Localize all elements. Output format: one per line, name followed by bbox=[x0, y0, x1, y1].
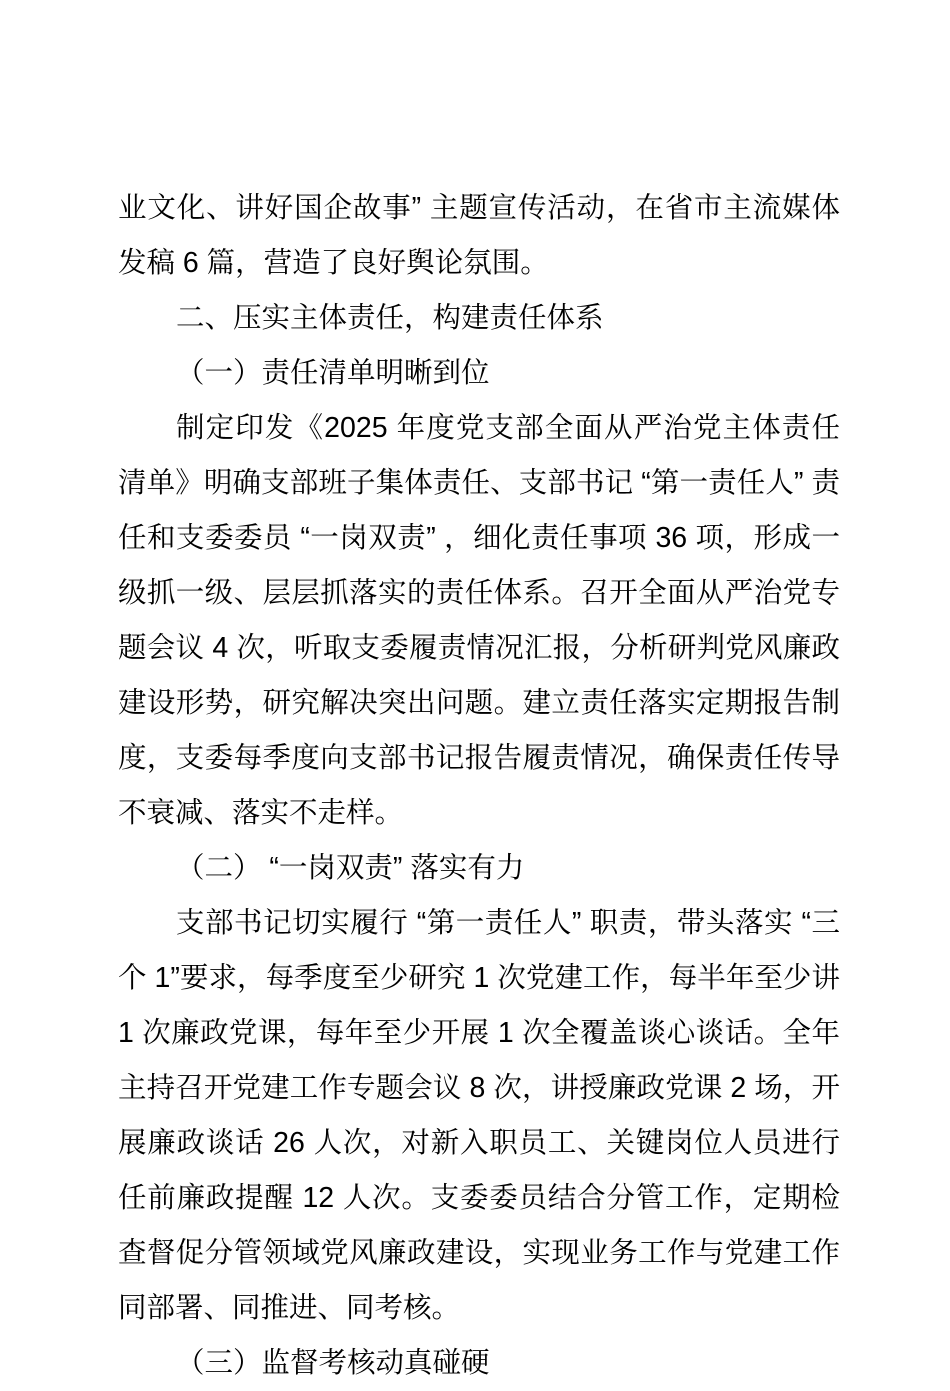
document-body bbox=[118, 181, 840, 1391]
subheading-supervision-assessment: （三）监督考核动真碰硬 bbox=[176, 1347, 490, 1379]
paragraph-responsibility-list-body: 制定印发《2025 年度党支部全面从严治党主体责任清单》明确支部班子集体责任、支部书记 “第一责任人” 责任和支委委员 “一岗双责” ，细化责任事项 36 项，形成一级抓一级、层层抓落实的责任体系。召开全面从严治党专题会议 4 次，听取支委履责情况汇报，分析研判党风廉政建设形势，研究解决突出问题。建立责任落实定期报告制度，支委每季度向支部书记报告履责情况，确保责任传导不衰减、落实不走样。 bbox=[118, 412, 840, 829]
subheading-dual-responsibility: （二） “一岗双责” 落实有力 bbox=[176, 852, 525, 884]
paragraph-continued-publicity: 业文化、讲好国企故事” 主题宣传活动，在省市主流媒体发稿 6 篇，营造了良好舆论氛围。 bbox=[118, 192, 840, 279]
paragraph-dual-responsibility-body: 支部书记切实履行 “第一责任人” 职责，带头落实 “三个 1”要求，每季度至少研究 1 次党建工作，每半年至少讲 1 次廉政党课，每年至少开展 1 次全覆盖谈心谈话。全年主持召开党建工作专题会议 8 次，讲授廉政党课 2 场，开展廉政谈话 26 人次，对新入职员工、关键岗位人员进行任前廉政提醒 12 人次。支委委员结合分管工作，定期检查督促分管领域党风廉政建设，实现业务工作与党建工作同部署、同推进、同考核。 bbox=[118, 907, 840, 1324]
subheading-responsibility-list: （一）责任清单明晰到位 bbox=[176, 357, 490, 389]
heading-section-two: 二、压实主体责任，构建责任体系 bbox=[176, 302, 604, 334]
